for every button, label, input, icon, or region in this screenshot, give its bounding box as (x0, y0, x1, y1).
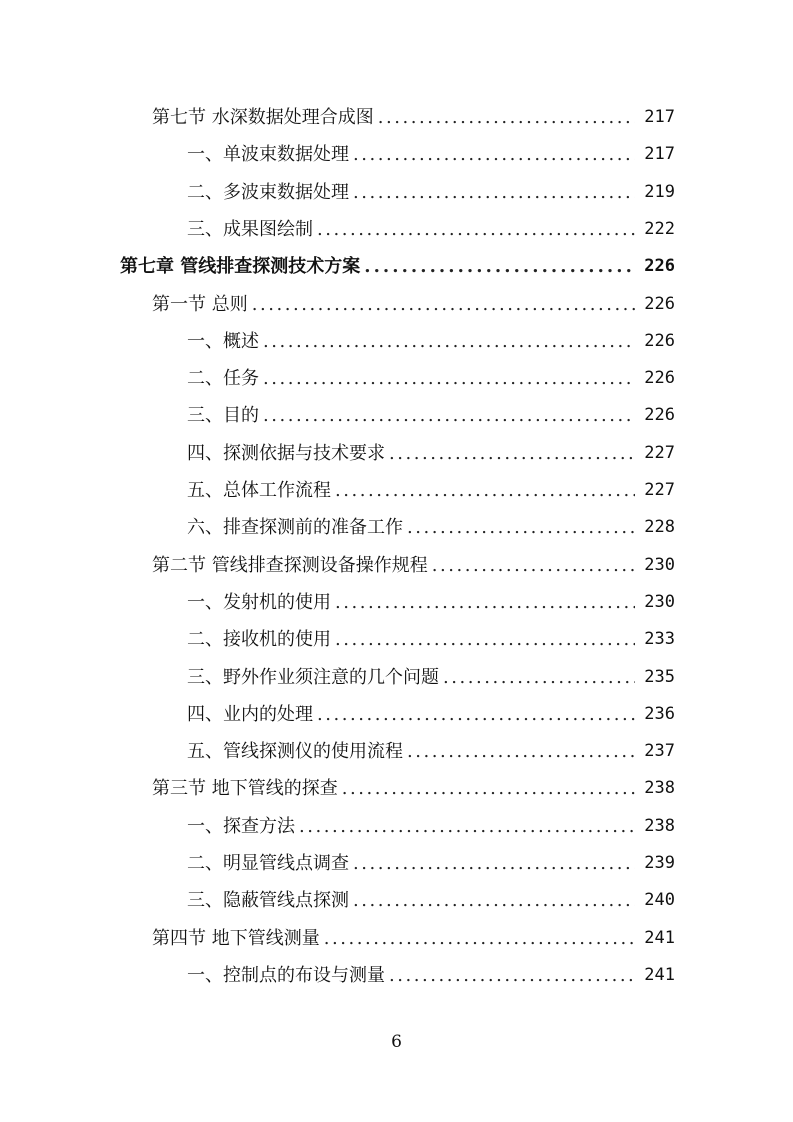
toc-dot-leader (263, 397, 635, 434)
toc-entry-label: 二、接收机的使用 (187, 629, 331, 650)
toc-dot-leader (335, 584, 635, 621)
toc-entry-page: 219 (644, 182, 675, 202)
toc-entry-page: 226 (644, 256, 675, 276)
toc-entry-item[interactable] (187, 472, 675, 509)
toc-entry-page: 226 (644, 405, 675, 425)
toc-dot-leader (342, 770, 635, 807)
toc-entry-label: 三、隐蔽管线点探测 (187, 890, 349, 911)
toc-entry-item[interactable] (187, 174, 675, 211)
toc-entry-item[interactable] (187, 882, 675, 919)
toc-entry-page: 241 (644, 965, 675, 985)
toc-entry-page: 240 (644, 890, 675, 910)
toc-dot-leader (324, 920, 635, 957)
toc-entry-item[interactable] (187, 696, 675, 733)
toc-entry-item[interactable] (187, 733, 675, 770)
toc-entry-label: 第七节 水深数据处理合成图 (152, 107, 374, 128)
toc-entry-page: 226 (644, 331, 675, 351)
toc-entry-label: 三、成果图绘制 (187, 219, 313, 240)
toc-entry-page: 241 (644, 928, 675, 948)
toc-dot-leader (407, 733, 635, 770)
toc-dot-leader (317, 696, 635, 733)
toc-entry-page: 239 (644, 853, 675, 873)
toc-dot-leader (353, 882, 635, 919)
toc-dot-leader (378, 99, 635, 136)
toc-dot-leader (299, 808, 635, 845)
toc-entry-item[interactable] (187, 509, 675, 546)
toc-dot-leader (407, 509, 635, 546)
toc-entry-item[interactable] (187, 360, 675, 397)
toc-entry-item[interactable] (187, 621, 675, 658)
toc-dot-leader (389, 957, 635, 994)
toc-entry-label: 第一节 总则 (152, 294, 248, 315)
toc-dot-leader (364, 248, 635, 285)
toc-entry-item[interactable] (187, 435, 675, 472)
toc-entry-item[interactable] (187, 397, 675, 434)
toc-dot-leader (389, 435, 635, 472)
toc-entry-label: 第二节 管线排查探测设备操作规程 (152, 555, 428, 576)
toc-entry-label: 一、控制点的布设与测量 (187, 965, 385, 986)
toc-entry-item[interactable] (187, 957, 675, 994)
toc-dot-leader (353, 845, 635, 882)
toc-entry-item[interactable] (187, 659, 675, 696)
toc-entry-item[interactable] (187, 211, 675, 248)
toc-entry-page: 230 (644, 592, 675, 612)
toc-entry-label: 一、发射机的使用 (187, 592, 331, 613)
toc-entry-page: 228 (644, 517, 675, 537)
toc-entry-item[interactable] (187, 845, 675, 882)
toc-dot-leader (335, 621, 635, 658)
toc-entry-page: 238 (644, 816, 675, 836)
toc-dot-leader (443, 659, 635, 696)
toc-entry-page: 217 (644, 107, 675, 127)
toc-entry-chapter[interactable] (120, 248, 675, 285)
toc-dot-leader (353, 174, 635, 211)
toc-entry-label: 第七章 管线排查探测技术方案 (120, 256, 361, 277)
toc-entry-section[interactable] (152, 99, 675, 136)
toc-entry-label: 五、管线探测仪的使用流程 (187, 741, 403, 762)
toc-entry-page: 227 (644, 480, 675, 500)
toc-entry-page: 217 (644, 144, 675, 164)
toc-entry-label: 一、探查方法 (187, 816, 295, 837)
toc-entry-section[interactable] (152, 920, 675, 957)
toc-entry-label: 六、排查探测前的准备工作 (187, 517, 403, 538)
page-number: 6 (391, 1032, 402, 1052)
toc-entry-page: 237 (644, 741, 675, 761)
toc-entry-label: 二、多波束数据处理 (187, 182, 349, 203)
toc-dot-leader (335, 472, 635, 509)
toc-dot-leader (252, 286, 635, 323)
toc-entry-label: 四、探测依据与技术要求 (187, 443, 385, 464)
toc-entry-label: 二、明显管线点调查 (187, 853, 349, 874)
toc-entry-label: 第四节 地下管线测量 (152, 928, 320, 949)
toc-entry-item[interactable] (187, 808, 675, 845)
toc-entry-page: 238 (644, 778, 675, 798)
toc-entry-section[interactable] (152, 286, 675, 323)
toc-entry-section[interactable] (152, 547, 675, 584)
toc-dot-leader (317, 211, 635, 248)
toc-entry-page: 236 (644, 704, 675, 724)
toc-entry-label: 一、单波束数据处理 (187, 144, 349, 165)
toc-dot-leader (432, 547, 635, 584)
toc-entry-page: 226 (644, 368, 675, 388)
toc-entry-page: 227 (644, 443, 675, 463)
toc-dot-leader (263, 360, 635, 397)
toc-entry-section[interactable] (152, 770, 675, 807)
toc-entry-page: 222 (644, 219, 675, 239)
toc-dot-leader (353, 136, 635, 173)
toc-entry-label: 三、野外作业须注意的几个问题 (187, 667, 439, 688)
toc-entry-item[interactable] (187, 584, 675, 621)
toc-entry-label: 二、任务 (187, 368, 259, 389)
toc-entry-page: 226 (644, 294, 675, 314)
toc-entry-page: 230 (644, 555, 675, 575)
toc-dot-leader (263, 323, 635, 360)
toc-entry-item[interactable] (187, 323, 675, 360)
toc-entry-label: 第三节 地下管线的探查 (152, 778, 338, 799)
toc-entry-item[interactable] (187, 136, 675, 173)
toc-entry-page: 235 (644, 667, 675, 687)
toc-entry-label: 一、概述 (187, 331, 259, 352)
toc-entry-page: 233 (644, 629, 675, 649)
toc-entry-label: 四、业内的处理 (187, 704, 313, 725)
toc-entry-label: 三、目的 (187, 405, 259, 426)
toc-entry-label: 五、总体工作流程 (187, 480, 331, 501)
